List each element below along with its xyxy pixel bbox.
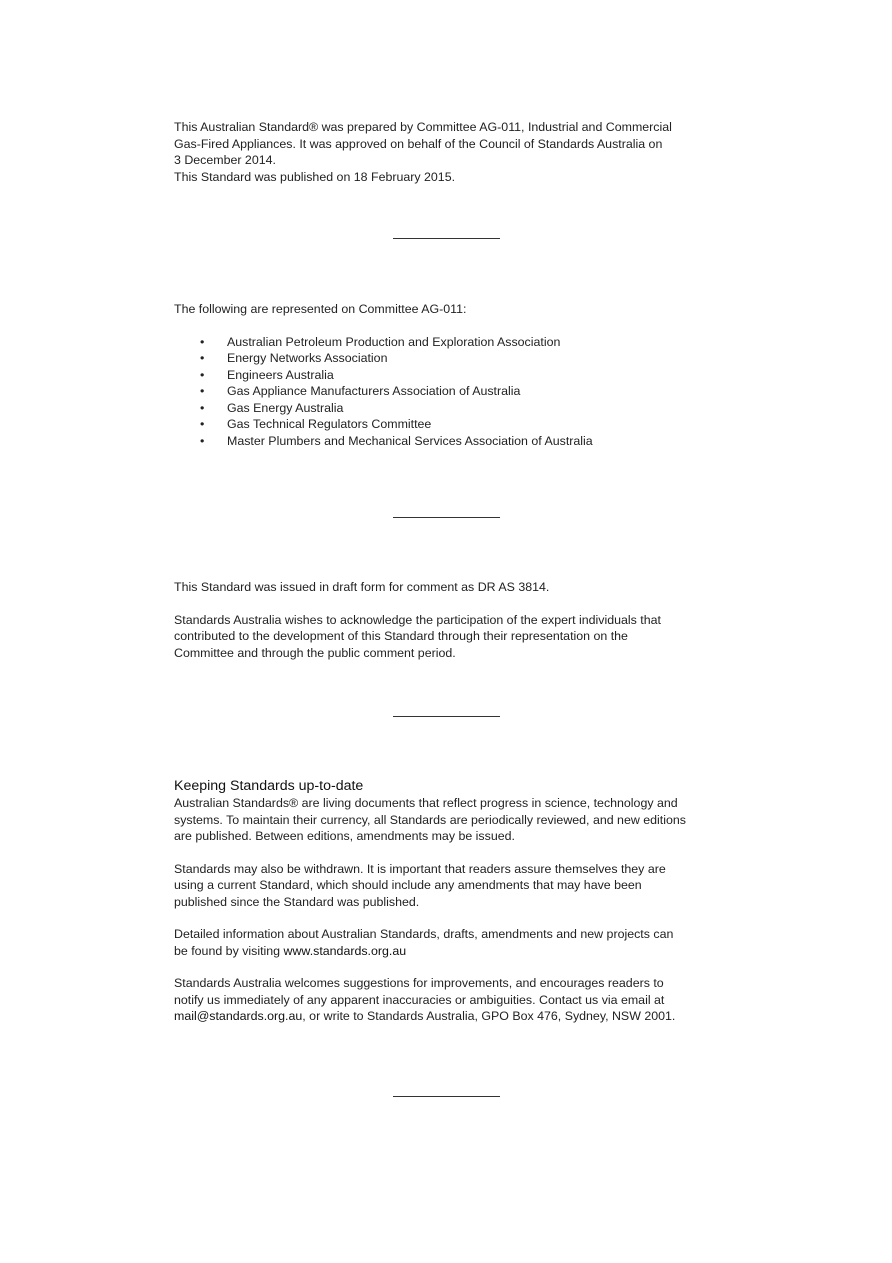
list-item: • Engineers Australia: [200, 367, 334, 382]
bullet-icon: •: [200, 433, 205, 448]
list-item: • Master Plumbers and Mechanical Services Association of Australia: [200, 433, 593, 448]
section-divider: [393, 238, 500, 239]
keeping-standards-section: [174, 778, 734, 1025]
website-link[interactable]: www.standards.org.au: [283, 943, 407, 958]
paragraph-line: be found by visiting www.standards.org.au: [174, 943, 407, 958]
section-divider: [393, 716, 500, 717]
acknowledgement-line-3: Committee and through the public comment period.: [174, 645, 456, 660]
acknowledgement-line-2: contributed to the development of this Standard through their representation on the: [174, 629, 628, 643]
paragraph-line: Australian Standards® are living documents that reflect progress in science, technology and: [174, 796, 678, 810]
bullet-icon: •: [200, 334, 205, 349]
draft-section: [174, 579, 734, 661]
list-item: • Gas Technical Regulators Committee: [200, 417, 432, 431]
email-link[interactable]: mail@standards.org.au: [174, 1009, 303, 1023]
paragraph-line: systems. To maintain their currency, all Standards are periodically reviewed, and new editions: [174, 812, 686, 827]
list-item: • Australian Petroleum Production and Exploration Association: [200, 334, 561, 349]
list-item: • Gas Appliance Manufacturers Association of Australia: [200, 384, 521, 398]
bullet-icon: •: [200, 384, 205, 398]
section-divider: [393, 1096, 500, 1097]
bullet-icon: •: [200, 351, 205, 365]
list-item: • Gas Energy Australia: [200, 400, 344, 415]
approval-line-3: 3 December 2014.: [174, 153, 276, 167]
paragraph-line: Detailed information about Australian Standards, drafts, amendments and new projects can: [174, 927, 674, 941]
draft-issued-text: This Standard was issued in draft form for comment as DR AS 3814.: [174, 580, 550, 594]
paragraph-line: using a current Standard, which should include any amendments that may have been: [174, 878, 642, 892]
committee-intro: The following are represented on Committee AG-011:: [174, 302, 467, 316]
bullet-icon: •: [200, 400, 205, 415]
paragraph-line: Standards may also be withdrawn. It is important that readers assure themselves they are: [174, 861, 666, 876]
approval-line-2: Gas-Fired Appliances. It was approved on behalf of the Council of Standards Australia on: [174, 136, 663, 151]
approval-statement: [174, 119, 734, 185]
committee-member-list: [174, 334, 734, 450]
section-divider: [393, 517, 500, 518]
paragraph-line: mail@standards.org.au, or write to Standards Australia, GPO Box 476, Sydney, NSW 2001.: [174, 1009, 676, 1023]
paragraph-line: Standards Australia welcomes suggestions for improvements, and encourages readers to: [174, 976, 664, 990]
paragraph-line: notify us immediately of any apparent inaccuracies or ambiguities. Contact us via email at: [174, 992, 665, 1007]
list-item: • Energy Networks Association: [200, 351, 388, 365]
acknowledgement-line-1: Standards Australia wishes to acknowledge the participation of the expert individuals that: [174, 612, 661, 627]
bullet-icon: •: [200, 367, 205, 382]
publication-date-line: This Standard was published on 18 February 2015.: [174, 169, 456, 184]
approval-line-1: This Australian Standard® was prepared by Committee AG-011, Industrial and Commercial: [174, 120, 672, 134]
section-heading: Keeping Standards up-to-date: [174, 778, 364, 794]
paragraph-line: published since the Standard was published.: [174, 894, 420, 909]
committee-section: [174, 301, 734, 449]
paragraph-line: are published. Between editions, amendments may be issued.: [174, 829, 515, 843]
bullet-icon: •: [200, 417, 205, 431]
